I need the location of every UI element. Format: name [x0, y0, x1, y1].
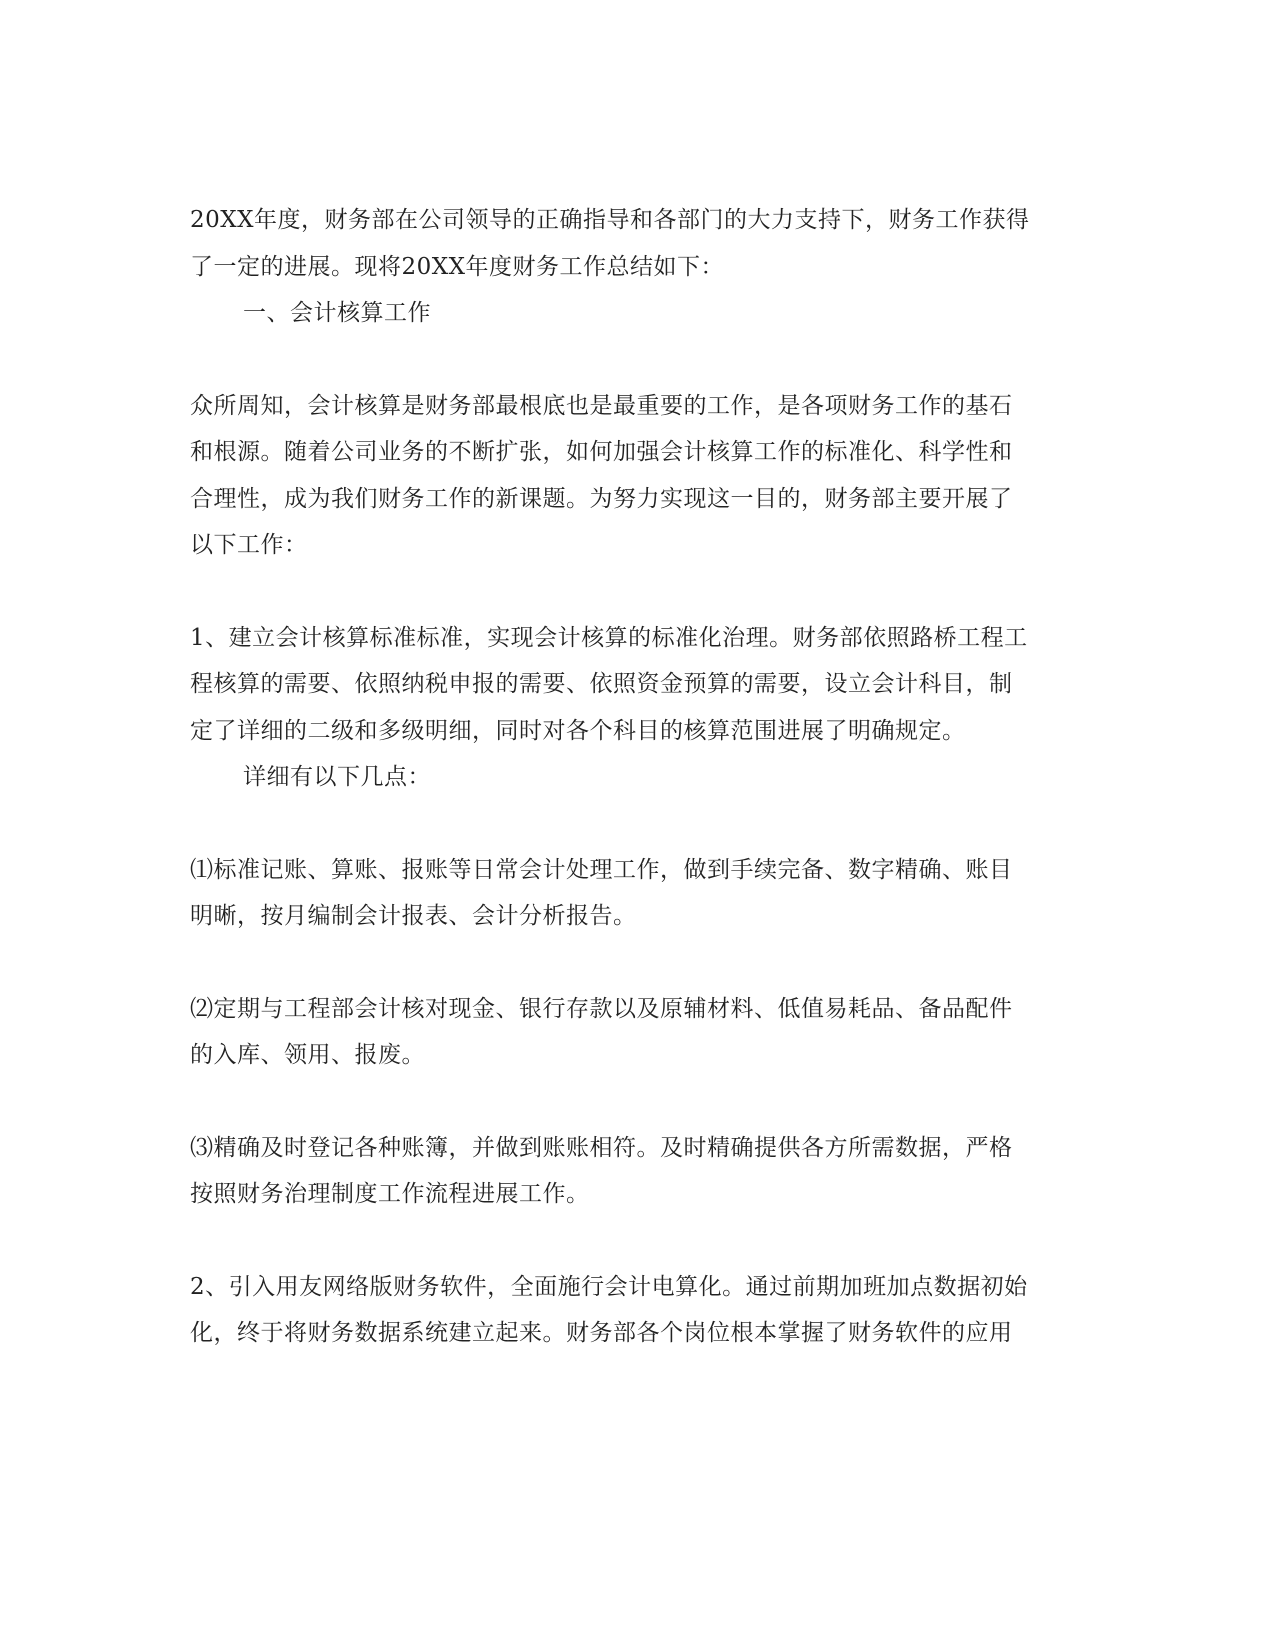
- item1-line-3: 定了详细的二级和多级明细，同时对各个科目的核算范围进展了明确规定。: [190, 718, 966, 744]
- item1-line-2: 程核算的需要、依照纳税申报的需要、依照资金预算的需要，设立会计科目，制: [190, 671, 1013, 697]
- item1-line-1: 1、建立会计核算标准标准，实现会计核算的标准化治理。财务部依照路桥工程工: [190, 625, 1028, 651]
- intro-line-1: 20XX年度，财务部在公司领导的正确指导和各部门的大力支持下，财务工作获得: [190, 207, 1030, 233]
- sub2-line-2: 的入库、领用、报废。: [190, 1042, 425, 1068]
- details-intro: 详细有以下几点：: [243, 764, 431, 790]
- overview-line-4: 以下工作：: [190, 532, 308, 558]
- overview-line-3: 合理性，成为我们财务工作的新课题。为努力实现这一目的，财务部主要开展了: [190, 486, 1013, 512]
- sub3-line-1: ⑶精确及时登记各种账簿，并做到账账相符。及时精确提供各方所需数据，严格: [190, 1135, 1013, 1161]
- overview-line-2: 和根源。随着公司业务的不断扩张，如何加强会计核算工作的标准化、科学性和: [190, 439, 1013, 465]
- item2-line-2: 化，终于将财务数据系统建立起来。财务部各个岗位根本掌握了财务软件的应用: [190, 1320, 1013, 1346]
- intro-line-2: 了一定的进展。现将20XX年度财务工作总结如下：: [190, 254, 725, 280]
- section-heading: 一、会计核算工作: [243, 300, 431, 326]
- sub3-line-2: 按照财务治理制度工作流程进展工作。: [190, 1181, 590, 1207]
- sub1-line-2: 明晰，按月编制会计报表、会计分析报告。: [190, 903, 637, 929]
- item2-line-1: 2、引入用友网络版财务软件，全面施行会计电算化。通过前期加班加点数据初始: [190, 1274, 1028, 1300]
- sub1-line-1: ⑴标准记账、算账、报账等日常会计处理工作，做到手续完备、数字精确、账目: [190, 857, 1013, 883]
- overview-line-1: 众所周知，会计核算是财务部最根底也是最重要的工作，是各项财务工作的基石: [190, 393, 1013, 419]
- sub2-line-1: ⑵定期与工程部会计核对现金、银行存款以及原辅材料、低值易耗品、备品配件: [190, 996, 1013, 1022]
